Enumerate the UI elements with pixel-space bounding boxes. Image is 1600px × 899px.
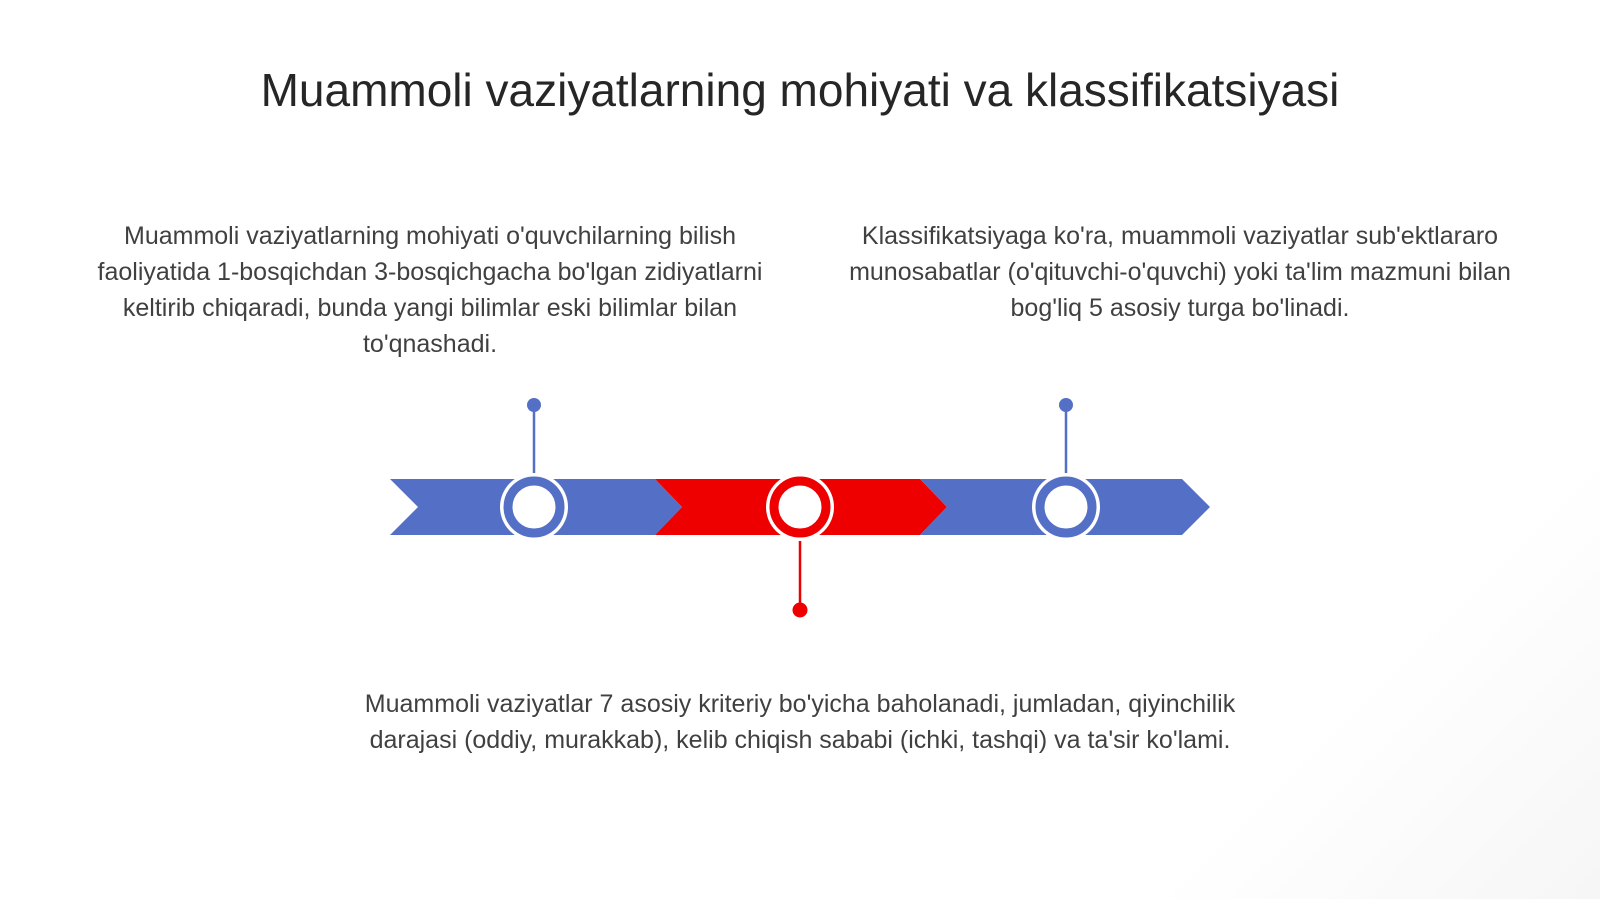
slide-title: Muammoli vaziyatlarning mohiyati va klassifikatsiyasi — [260, 64, 1340, 116]
timeline-dot-1 — [527, 398, 541, 412]
timeline-node-ring-3 — [1040, 481, 1092, 533]
text-block-essence: Muammoli vaziyatlarning mohiyati o'quvchilarning bilish faoliyatida 1-bosqichdan 3-bosqichgacha bo'lgan zidiyatlarni keltirib chiqaradi, bunda yangi bilimlar eski bilimlar bilan to'qnashadi. — [97, 222, 763, 358]
timeline-dot-3 — [1059, 398, 1073, 412]
timeline-dot-2 — [793, 603, 808, 618]
timeline-node-ring-1 — [508, 481, 560, 533]
text-block-criteria: Muammoli vaziyatlar 7 asosiy kriteriy bo'yicha baholanadi, jumladan, qiyinchilik darajasi (oddiy, murakkab), kelib chiqish sababi (ichki, tashqi) va ta'sir ko'lami. — [364, 690, 1236, 754]
text-block-classification: Klassifikatsiyaga ko'ra, muammoli vaziyatlar sub'ektlararo munosabatlar (o'qituvchi-o'quvchi) yoki ta'lim mazmuni bilan bog'liq 5 asosiy turga bo'linadi. — [849, 222, 1511, 322]
timeline-node-ring-2 — [774, 481, 826, 533]
